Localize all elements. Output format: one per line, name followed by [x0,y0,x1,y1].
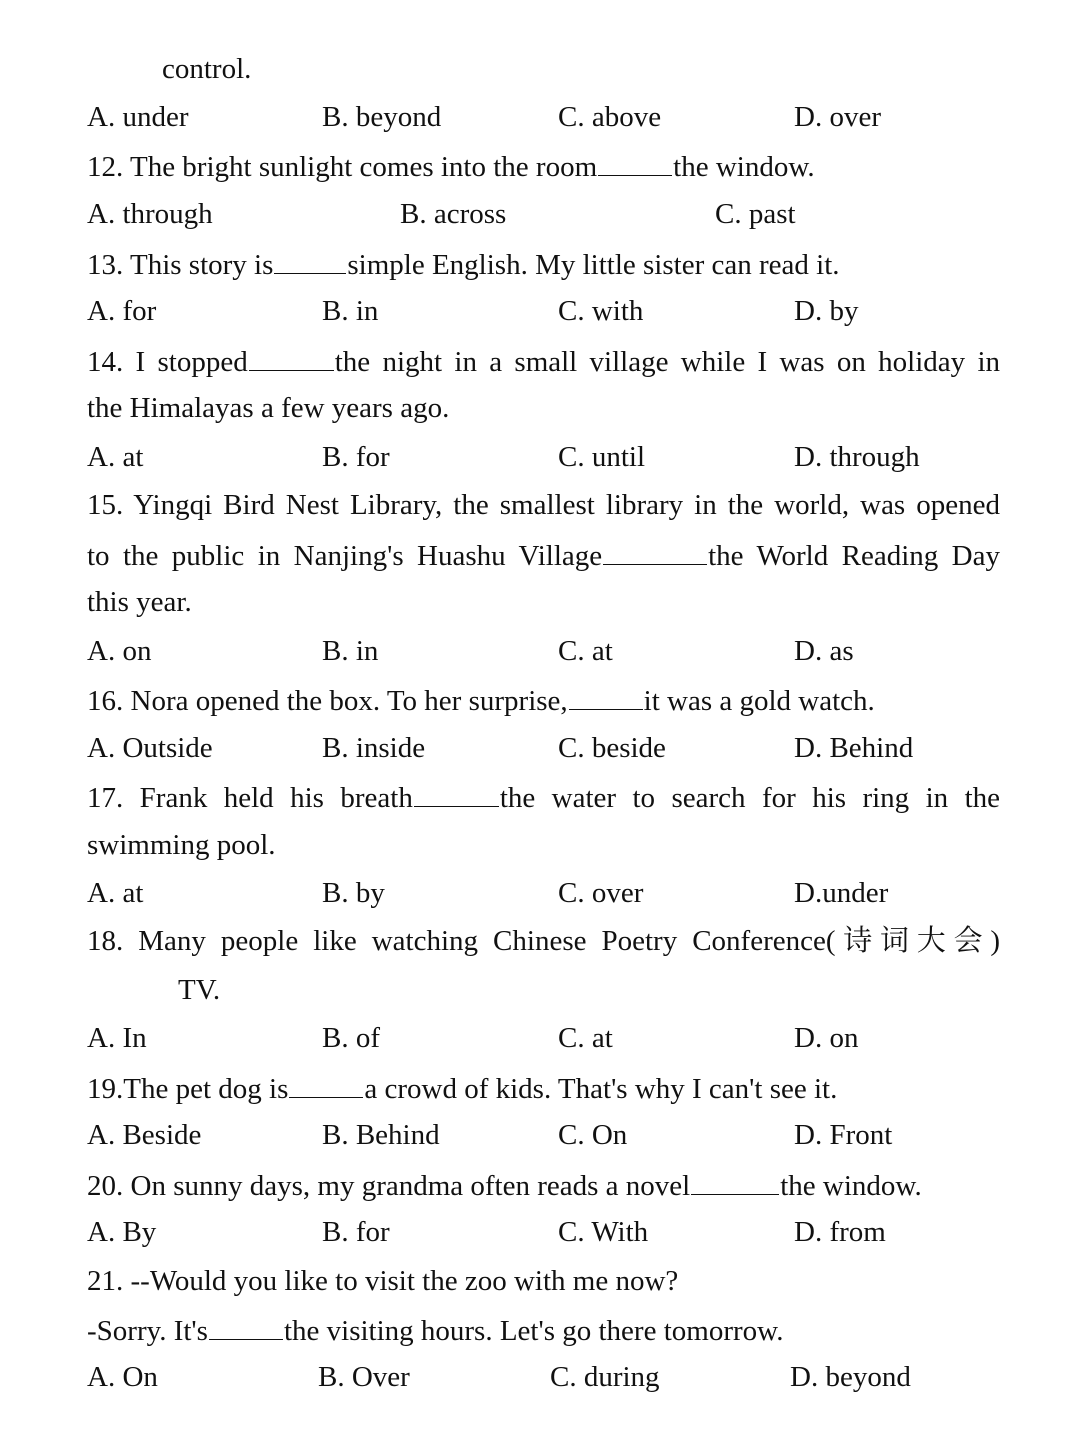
q16-stem-after: it was a gold watch. [643,685,875,717]
q13-option-b: B. in [322,295,379,327]
q17-stem [87,776,1000,816]
q21-blank [209,1309,283,1340]
q17-option-a: A. at [87,877,144,909]
q17-stem-before: 17. Frank held his breath [87,782,413,814]
q14-stem-after: the night in a small village while I was on holiday in [334,346,1000,378]
q19-blank [289,1067,363,1098]
q13-stem-before: 13. This story is [87,249,274,281]
q16-stem-before: 16. Nora opened the box. To her surprise, [87,685,568,717]
q17-option-c: C. over [558,877,644,909]
q13-stem-after: simple English. My little sister can read it. [347,249,840,281]
q18-option-b: B. of [322,1022,380,1054]
q12-stem-before: 12. The bright sunlight comes into the room [87,151,598,183]
q21-stem-line2-after: the visiting hours. Let's go there tomorrow. [283,1315,784,1347]
q19-option-b: B. Behind [322,1119,440,1151]
q21-option-b: B. Over [318,1361,410,1393]
q15-option-c: C. at [558,635,613,667]
q12-blank [598,145,672,176]
q14-stem [87,340,1000,380]
q17-stem-after: the water to search for his ring in the [499,782,1000,814]
q20-option-d: D. from [794,1216,886,1248]
q20-stem-after: the window. [780,1170,922,1202]
q19-stem-after: a crowd of kids. That's why I can't see it. [364,1073,838,1105]
q12-stem-after: the window. [673,151,815,183]
q16-option-d: D. Behind [794,732,914,764]
q12-stem [87,145,815,185]
q16-option-a: A. Outside [87,732,213,764]
q18-stem-line2: TV. [178,974,221,1006]
q15-option-a: A. on [87,635,152,667]
q11-option-b: B. beyond [322,101,442,133]
q11-option-d: D. over [794,101,881,133]
q12-option-b: B. across [400,198,507,230]
q15-stem-line1: 15. Yingqi Bird Nest Library, the smallest library in the world, was opened [87,489,1000,521]
q13-stem [87,243,840,283]
q14-stem-before: 14. I stopped [87,346,248,378]
q20-stem [87,1164,922,1204]
q19-option-d: D. Front [794,1119,893,1151]
q11-option-a: A. under [87,101,189,133]
q21-stem-line2-before: -Sorry. It's [87,1315,208,1347]
q11-option-c: C. above [558,101,662,133]
q16-option-c: C. beside [558,732,666,764]
q20-stem-before: 20. On sunny days, my grandma often reads a novel [87,1170,691,1202]
q20-option-c: C. With [558,1216,649,1248]
q21-option-a: A. On [87,1361,158,1393]
q14-blank [249,340,334,371]
q16-stem [87,679,875,719]
q21-option-c: C. during [550,1361,660,1393]
q14-option-b: B. for [322,441,390,473]
q13-option-a: A. for [87,295,157,327]
q18-option-a: A. In [87,1022,147,1054]
q18-option-c: C. at [558,1022,613,1054]
q18-option-d: D. on [794,1022,859,1054]
q19-stem-before: 19.The pet dog is [87,1073,289,1105]
q15-stem-line2 [87,534,1000,574]
q13-option-d: D. by [794,295,859,327]
q18-stem-line1: 18. Many people like watching Chinese Poetry Conference(诗词大会) [87,925,1000,957]
q21-option-d: D. beyond [790,1361,911,1393]
q15-stem-line2-after: the World Reading Day [708,540,1000,572]
q16-option-b: B. inside [322,732,426,764]
q20-blank [691,1164,779,1195]
q14-option-d: D. through [794,441,920,473]
q13-blank [274,243,346,274]
q15-blank [603,534,707,565]
q15-stem-line3: this year. [87,586,192,618]
q20-option-a: A. By [87,1216,157,1248]
q13-option-c: C. with [558,295,644,327]
q11-stem-continuation: control. [162,53,252,85]
q14-option-a: A. at [87,441,144,473]
q12-option-c: C. past [715,198,796,230]
q15-stem-line2-before: to the public in Nanjing's Huashu Village [87,540,603,572]
q15-option-b: B. in [322,635,379,667]
q17-option-b: B. by [322,877,385,909]
q17-option-d: D.under [794,877,889,909]
q12-option-a: A. through [87,198,213,230]
q15-option-d: D. as [794,635,854,667]
q14-stem-line2: the Himalayas a few years ago. [87,392,450,424]
q16-blank [569,679,643,710]
q20-option-b: B. for [322,1216,390,1248]
q19-option-a: A. Beside [87,1119,202,1151]
q17-stem-line2: swimming pool. [87,829,276,861]
q19-option-c: C. On [558,1119,628,1151]
q19-stem [87,1067,837,1107]
q21-stem-line1: 21. --Would you like to visit the zoo with me now? [87,1265,679,1297]
q17-blank [414,776,499,807]
q14-option-c: C. until [558,441,646,473]
q21-stem-line2 [87,1309,783,1349]
